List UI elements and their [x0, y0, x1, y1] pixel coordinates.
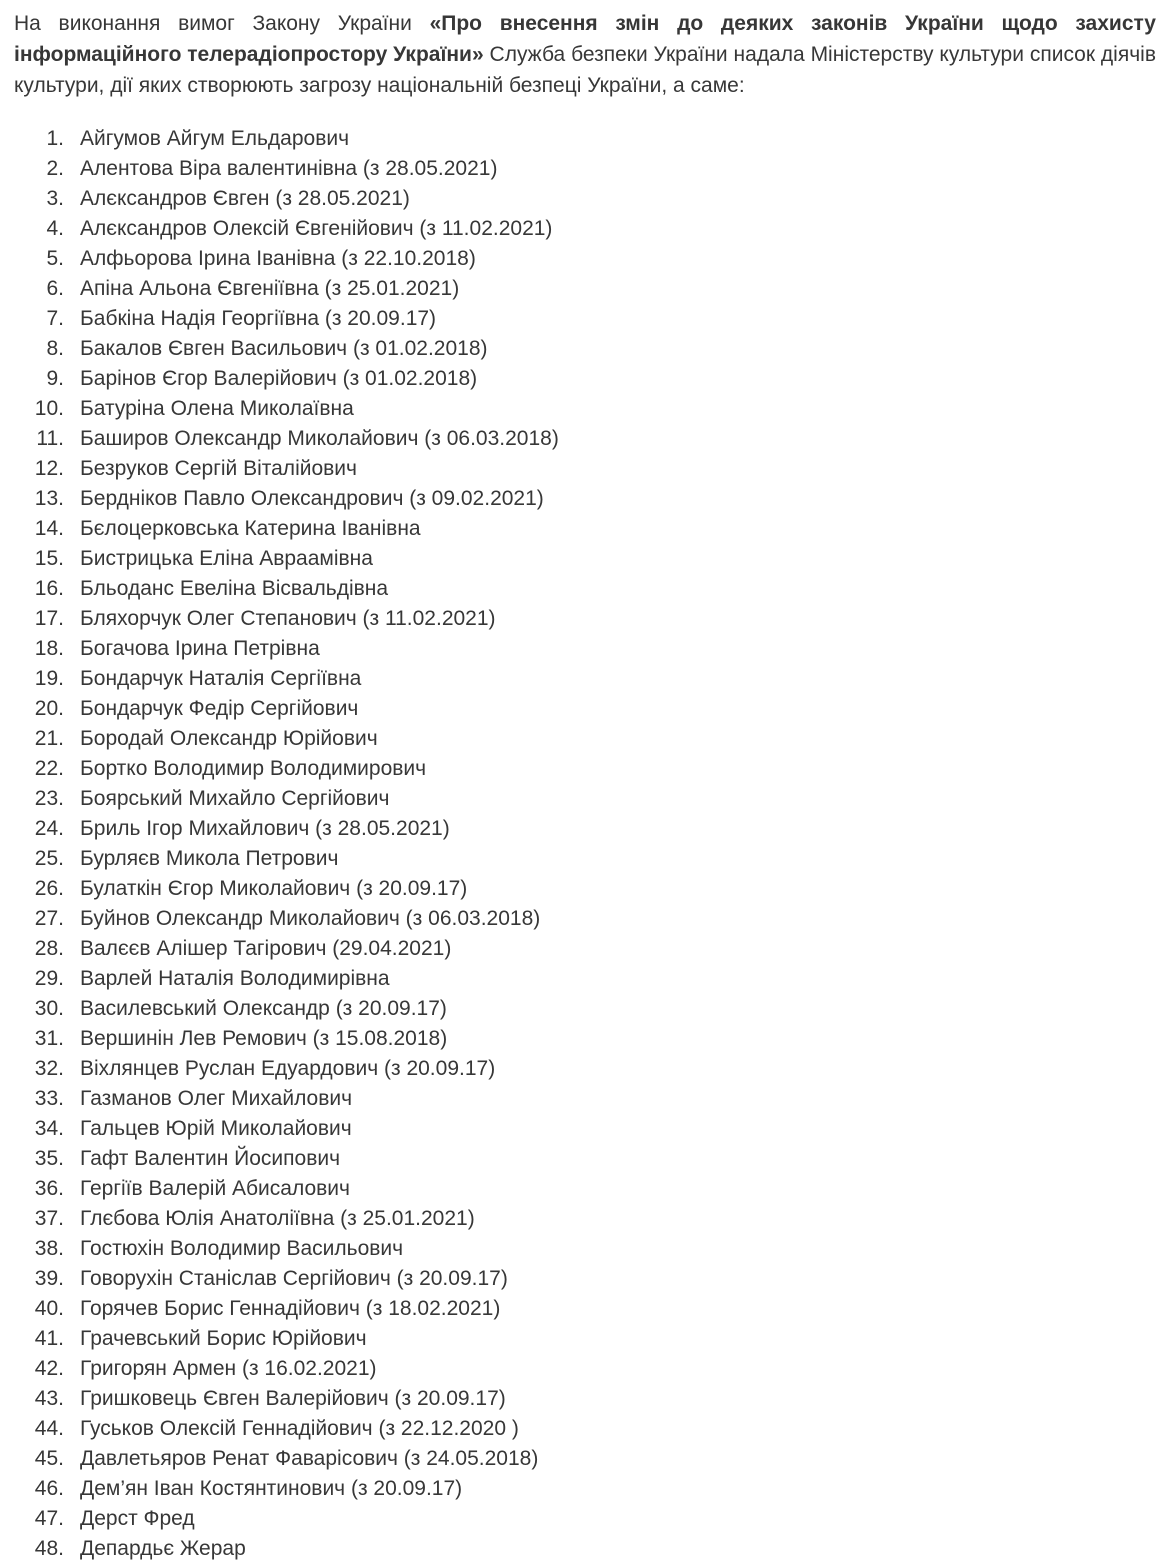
list-item [0, 574, 1170, 604]
list-item-text: Богачова Ірина Петрівна [80, 637, 320, 660]
list-item-text: Бердніков Павло Олександрович (з 09.02.2021) [80, 487, 544, 510]
list-item-number: 40. [34, 1297, 64, 1320]
list-item-number: 23. [34, 787, 64, 810]
list-item [0, 1084, 1170, 1114]
list-item-text: Бєлоцерковська Катерина Іванівна [80, 517, 421, 540]
list-item-number: 16. [34, 577, 64, 600]
list-item-number: 33. [34, 1087, 64, 1110]
list-item-text: Барінов Єгор Валерійович (з 01.02.2018) [80, 367, 478, 390]
list-item-number: 47. [34, 1507, 64, 1530]
list-item-text: Бльоданс Евеліна Вісвальдівна [80, 577, 389, 600]
list-item-text: Батуріна Олена Миколаївна [80, 397, 354, 420]
list-item [0, 454, 1170, 484]
list-item [0, 334, 1170, 364]
list-item-number: 19. [34, 667, 64, 690]
list-item-text: Айгумов Айгум Ельдарович [80, 127, 350, 150]
list-item-text: Гальцев Юрій Миколайович [80, 1117, 352, 1140]
list-item-text: Алфьорова Ірина Іванівна (з 22.10.2018) [80, 247, 476, 270]
list-item [0, 934, 1170, 964]
list-item-number: 46. [34, 1477, 64, 1500]
list-item-text: Бриль Ігор Михайлович (з 28.05.2021) [80, 817, 450, 840]
list-item-number: 2. [46, 157, 64, 180]
list-item-text: Бабкіна Надія Георгіївна (з 20.09.17) [80, 307, 437, 330]
list-item-number: 9. [46, 367, 64, 390]
list-item-number: 8. [46, 337, 64, 360]
list-item-text: Безруков Сергій Віталійович [80, 457, 357, 480]
list-item-text: Дерст Фред [80, 1507, 195, 1530]
list-item [0, 214, 1170, 244]
list-item-text: Булаткін Єгор Миколайович (з 20.09.17) [80, 877, 468, 900]
list-item-text: Депардьє Жерар [80, 1537, 246, 1560]
list-item [0, 1144, 1170, 1174]
list-item-number: 14. [34, 517, 64, 540]
list-item-text: Апіна Альона Євгеніївна (з 25.01.2021) [80, 277, 460, 300]
list-item-number: 44. [34, 1417, 64, 1440]
list-item [0, 1324, 1170, 1354]
list-item [0, 1474, 1170, 1504]
list-item-text: Буйнов Олександр Миколайович (з 06.03.2018) [80, 907, 541, 930]
list-item [0, 1024, 1170, 1054]
list-item-number: 7. [46, 307, 64, 330]
list-item-text: Вершинін Лев Ремович (з 15.08.2018) [80, 1027, 448, 1050]
list-item [0, 184, 1170, 214]
list-item-text: Бондарчук Федір Сергійович [80, 697, 359, 720]
list-item-number: 43. [34, 1387, 64, 1410]
list-item-number: 31. [34, 1027, 64, 1050]
list-item-text: Алєксандров Євген (з 28.05.2021) [80, 187, 410, 210]
list-item [0, 1354, 1170, 1384]
list-item [0, 814, 1170, 844]
list-item-number: 24. [34, 817, 64, 840]
list-item [0, 964, 1170, 994]
list-item [0, 1234, 1170, 1264]
list-item [0, 994, 1170, 1024]
list-item-number: 36. [34, 1177, 64, 1200]
list-item [0, 904, 1170, 934]
list-item [0, 694, 1170, 724]
list-item-number: 26. [34, 877, 64, 900]
list-item-text: Гуськов Олексій Геннадійович (з 22.12.2020 ) [80, 1417, 519, 1440]
list-item-number: 21. [34, 727, 64, 750]
list-item [0, 1264, 1170, 1294]
list-item [0, 1114, 1170, 1144]
list-item [0, 304, 1170, 334]
list-item [0, 724, 1170, 754]
list-item-text: Бляхорчук Олег Степанович (з 11.02.2021) [80, 607, 496, 630]
list-item [0, 634, 1170, 664]
intro-law-title: «Про внесення змін до деяких законів України щодо захисту інформаційного телерадіопростору України» [14, 12, 1156, 66]
list-item-number: 45. [34, 1447, 64, 1470]
list-item [0, 1504, 1170, 1534]
list-item-number: 48. [34, 1537, 64, 1560]
list-item-text: Грачевський Борис Юрійович [80, 1327, 367, 1350]
list-item [0, 1534, 1170, 1564]
list-item-text: Василевський Олександр (з 20.09.17) [80, 997, 447, 1020]
list-item-number: 27. [34, 907, 64, 930]
list-item-text: Гостюхін Володимир Васильович [80, 1237, 404, 1260]
list-item-number: 28. [34, 937, 64, 960]
list-item-text: Варлей Наталія Володимирівна [80, 967, 390, 990]
list-item-text: Глєбова Юлія Анатоліївна (з 25.01.2021) [80, 1207, 475, 1230]
list-item-text: Бортко Володимир Володимирович [80, 757, 427, 780]
list-item-number: 18. [34, 637, 64, 660]
list-item-number: 6. [46, 277, 64, 300]
list-item-number: 3. [46, 187, 64, 210]
list-item [0, 1174, 1170, 1204]
list-item-number: 35. [34, 1147, 64, 1170]
list-item [0, 844, 1170, 874]
intro-text-end: Служба безпеки України надала Міністерству культури список діячів культури, дії яких створюють загрозу національній безпеці України, а саме: [14, 43, 1156, 97]
list-item-text: Бурляєв Микола Петрович [80, 847, 339, 870]
list-item [0, 364, 1170, 394]
list-item-text: Газманов Олег Михайлович [80, 1087, 353, 1110]
list-item-number: 41. [34, 1327, 64, 1350]
list-item-number: 1. [46, 127, 64, 150]
list-item-text: Говорухін Станіслав Сергійович (з 20.09.17) [80, 1267, 508, 1290]
list-item-text: Григорян Армен (з 16.02.2021) [80, 1357, 377, 1380]
list-item-text: Гергіїв Валерій Абисалович [80, 1177, 350, 1200]
list-item [0, 484, 1170, 514]
list-item-number: 38. [34, 1237, 64, 1260]
sanctions-list [0, 124, 1170, 1564]
list-item-number: 25. [34, 847, 64, 870]
list-item-number: 12. [34, 457, 64, 480]
list-item [0, 514, 1170, 544]
list-item [0, 1054, 1170, 1084]
list-item [0, 154, 1170, 184]
list-item-number: 20. [34, 697, 64, 720]
list-item-text: Алєксандров Олексій Євгенійович (з 11.02.2021) [80, 217, 553, 240]
list-item [0, 424, 1170, 454]
intro-text-start: На виконання вимог Закону України [14, 12, 430, 35]
list-item-text: Гришковець Євген Валерійович (з 20.09.17) [80, 1387, 506, 1410]
list-item [0, 274, 1170, 304]
list-item-text: Горячев Борис Геннадійович (з 18.02.2021) [80, 1297, 501, 1320]
list-item [0, 124, 1170, 154]
list-item-number: 5. [46, 247, 64, 270]
list-item-number: 30. [34, 997, 64, 1020]
list-item-number: 22. [34, 757, 64, 780]
list-item-text: Бакалов Євген Васильович (з 01.02.2018) [80, 337, 488, 360]
list-item [0, 754, 1170, 784]
list-item-number: 15. [34, 547, 64, 570]
list-item-text: Баширов Олександр Миколайович (з 06.03.2018) [80, 427, 559, 450]
list-item-text: Боярський Михайло Сергійович [80, 787, 390, 810]
list-item [0, 394, 1170, 424]
list-item-number: 29. [34, 967, 64, 990]
list-item [0, 784, 1170, 814]
intro-paragraph [14, 8, 1156, 101]
list-item [0, 1204, 1170, 1234]
list-item-text: Алентова Віра валентинівна (з 28.05.2021) [80, 157, 498, 180]
list-item [0, 664, 1170, 694]
list-item-number: 37. [34, 1207, 64, 1230]
list-item-number: 17. [34, 607, 64, 630]
list-item-text: Валєєв Алішер Тагірович (29.04.2021) [80, 937, 452, 960]
list-item [0, 1294, 1170, 1324]
list-item-text: Бородай Олександр Юрійович [80, 727, 378, 750]
list-item [0, 874, 1170, 904]
list-item-number: 32. [34, 1057, 64, 1080]
list-item-number: 42. [34, 1357, 64, 1380]
list-item-text: Віхлянцев Руслан Едуардович (з 20.09.17) [80, 1057, 496, 1080]
list-item-text: Бистрицька Еліна Авраамівна [80, 547, 373, 570]
list-item [0, 244, 1170, 274]
list-item-text: Гафт Валентин Йосипович [80, 1147, 341, 1170]
list-item-text: Бондарчук Наталія Сергіївна [80, 667, 362, 690]
list-item-number: 34. [34, 1117, 64, 1140]
list-item-number: 39. [34, 1267, 64, 1290]
list-item-number: 11. [36, 427, 64, 450]
list-item-text: Дем’ян Іван Костянтинович (з 20.09.17) [80, 1477, 463, 1500]
list-item-number: 13. [34, 487, 64, 510]
list-item-number: 4. [46, 217, 64, 240]
document-page [0, 8, 1170, 1564]
list-item [0, 1444, 1170, 1474]
list-item [0, 604, 1170, 634]
list-item [0, 1384, 1170, 1414]
list-item [0, 1414, 1170, 1444]
list-item-text: Давлетьяров Ренат Фаварісович (з 24.05.2018) [80, 1447, 539, 1470]
list-item [0, 544, 1170, 574]
list-item-number: 10. [34, 397, 64, 420]
